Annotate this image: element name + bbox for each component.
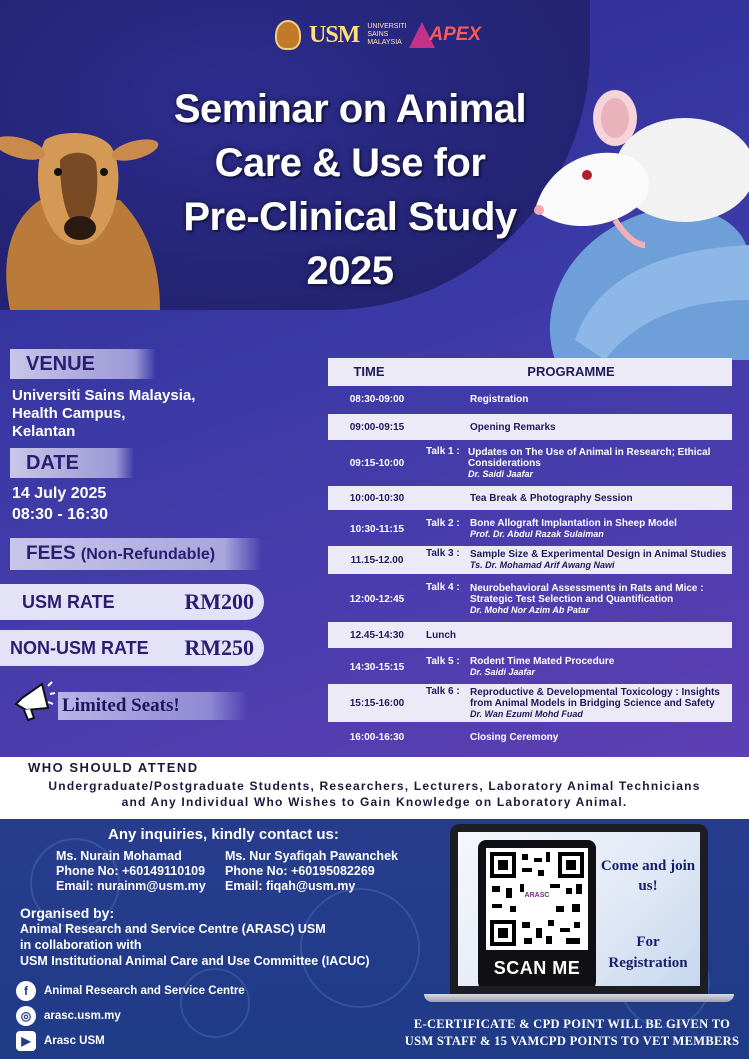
ecert-line-2: USM STAFF & 15 VAMCPD POINTS TO VET MEMBERS	[404, 1034, 740, 1048]
row-talk	[426, 390, 470, 392]
row-time: 16:00-16:30	[349, 731, 405, 743]
non-usm-rate-label: NON-USM RATE	[10, 637, 149, 658]
ecert-line-1: E-CERTIFICATE & CPD POINT WILL BE GIVEN TO	[413, 1017, 731, 1031]
contact-1-email[interactable]: Email: nurainm@usm.my	[56, 879, 206, 893]
e-certificate-notice	[400, 1016, 744, 1050]
schedule-row	[328, 580, 732, 618]
row-talk: Talk 1 :	[426, 446, 460, 457]
social-youtube[interactable]	[16, 1031, 105, 1051]
row-title: Bone Allograft Implantation in Sheep Model	[470, 518, 677, 529]
schedule-header	[328, 358, 732, 386]
row-time: 11.15-12.00	[350, 554, 404, 566]
arasc-logo: ARASC	[524, 892, 550, 899]
row-title: Rodent Time Mated Procedure	[470, 656, 615, 667]
contact-2-phone[interactable]: Phone No: +60195082269	[225, 864, 375, 878]
row-talk: Talk 2 :	[426, 518, 460, 529]
venue-line-2: Health Campus,	[12, 405, 126, 422]
row-time: 09:00-09:15	[349, 421, 405, 433]
youtube-label: Arasc USM	[44, 1035, 105, 1047]
row-time: 14:30-15:15	[349, 661, 405, 673]
row-talk: Talk 5 :	[426, 656, 460, 667]
row-title: Neurobehavioral Assessments in Rats and Mice : Strategic Test Selection and Quantification	[470, 582, 704, 605]
row-time: 15:15-16:00	[349, 697, 405, 709]
venue-label: VENUE	[10, 349, 156, 379]
row-talk: Talk 3 :	[426, 548, 460, 559]
megaphone-icon	[12, 678, 56, 722]
row-time: 08:30-09:00	[349, 393, 405, 405]
schedule-row	[328, 654, 732, 680]
registration-qr-code[interactable]	[486, 848, 588, 950]
venue-line-3: Kelantan	[12, 423, 76, 440]
usm-rate	[0, 584, 264, 620]
row-title: Reproductive & Developmental Toxicology : Insights from Animal Models in Bridging Science and Safety	[470, 686, 720, 709]
contact-2-name: Ms. Nur Syafiqah Pawanchek	[225, 849, 398, 863]
row-speaker: Dr. Wan Ezumi Mohd Fuad	[470, 708, 583, 719]
logo-row	[275, 18, 481, 52]
facebook-label: Animal Research and Service Centre	[44, 985, 245, 997]
non-usm-rate	[0, 630, 264, 666]
row-talk: Talk 4 :	[426, 582, 460, 593]
fees-note: (Non-Refundable)	[80, 546, 216, 563]
row-time: 10:30-11:15	[350, 523, 404, 535]
date-time: 08:30 - 16:30	[12, 506, 109, 523]
contact-2-email[interactable]: Email: fiqah@usm.my	[225, 879, 356, 893]
row-title: Opening Remarks	[470, 421, 556, 433]
laptop-frame	[450, 824, 708, 994]
row-speaker: Ts. Dr. Mohamad Arif Awang Nawi	[470, 560, 615, 570]
usm-rate-label: USM RATE	[22, 591, 115, 612]
date-info	[12, 483, 108, 525]
row-time: 10:00-10:30	[349, 492, 405, 504]
row-title: Registration	[470, 393, 529, 405]
venue-line-1: Universiti Sains Malaysia,	[12, 387, 196, 404]
row-speaker: Dr. Saidi Jaafar	[470, 667, 536, 677]
who-should-attend-text	[6, 778, 743, 810]
venue-info	[12, 387, 195, 441]
non-usm-rate-price: RM250	[184, 635, 254, 660]
qr-card[interactable]	[478, 840, 596, 986]
facebook-icon: f	[16, 981, 36, 1001]
laptop-screen	[458, 832, 700, 986]
row-talk: Talk 6 :	[426, 686, 460, 697]
social-facebook[interactable]	[16, 981, 245, 1001]
schedule-row	[328, 444, 732, 482]
organiser-block	[20, 905, 370, 969]
fees-label-text: FEES	[26, 543, 76, 564]
title-line-2: Care & Use for	[214, 141, 486, 185]
schedule-row	[328, 546, 732, 574]
contact-1	[56, 849, 206, 894]
title-line-1: Seminar on Animal	[173, 87, 527, 131]
row-talk	[426, 414, 470, 416]
limited-seats-banner: Limited Seats!	[58, 692, 248, 720]
row-speaker: Dr. Saidi Jaafar	[468, 468, 534, 479]
globe-icon: ◎	[16, 1006, 36, 1026]
who-line-2: and Any Individual Who Wishes to Gain Knowledge on Laboratory Animal.	[121, 795, 628, 809]
row-content	[470, 518, 732, 540]
row-content	[470, 656, 732, 678]
seminar-title	[120, 82, 580, 298]
row-content	[470, 549, 732, 571]
title-line-3: Pre-Clinical Study	[183, 195, 517, 239]
web-label: arasc.usm.my	[44, 1010, 121, 1022]
contact-1-name: Ms. Nurain Mohamad	[56, 849, 182, 863]
row-content	[470, 583, 732, 616]
row-time: 12:00-12:45	[349, 593, 405, 605]
usm-rate-price: RM200	[184, 589, 254, 614]
scan-me-label: SCAN ME	[493, 958, 581, 978]
row-content	[470, 687, 732, 720]
schedule-row	[328, 486, 732, 510]
schedule-row	[328, 414, 732, 440]
schedule-row	[328, 516, 732, 542]
usm-logo-subtitle: UNIVERSITI SAINS MALAYSIA	[367, 23, 407, 46]
schedule-row	[328, 728, 732, 746]
apex-logo: APEX	[429, 24, 482, 45]
schedule-row	[328, 622, 732, 648]
row-speaker: Prof. Dr. Abdul Razak Sulaiman	[470, 529, 604, 539]
row-time: 12.45-14:30	[350, 629, 404, 641]
contact-1-phone[interactable]: Phone No: +60149110109	[56, 864, 206, 878]
row-talk	[426, 486, 470, 488]
row-content	[468, 447, 732, 480]
schedule-time-header: TIME	[353, 364, 385, 379]
date-day: 14 July 2025	[12, 485, 107, 502]
usm-logo: USM	[309, 21, 360, 48]
youtube-icon: ▶	[16, 1031, 36, 1051]
contact-2	[225, 849, 398, 894]
laptop-base	[424, 994, 734, 1002]
schedule-row	[328, 684, 732, 722]
organiser-title: Organised by:	[20, 905, 115, 921]
row-speaker: Dr. Mohd Nor Azim Ab Patar	[470, 604, 590, 615]
row-title: Closing Ceremony	[470, 731, 559, 743]
row-time: 09:15-10:00	[349, 457, 405, 469]
row-title: Lunch	[426, 629, 456, 641]
schedule-programme-header: PROGRAMME	[527, 364, 615, 379]
for-registration-text: For Registration	[608, 934, 688, 971]
schedule-row	[328, 390, 732, 408]
row-title: Sample Size & Experimental Design in Animal Studies	[470, 549, 727, 560]
date-label: DATE	[10, 448, 134, 478]
inquiries-title: Any inquiries, kindly contact us:	[108, 826, 339, 843]
row-title: Tea Break & Photography Session	[470, 492, 633, 504]
row-talk	[426, 622, 470, 624]
who-line-1: Undergraduate/Postgraduate Students, Researchers, Lecturers, Laboratory Animal Technicians	[48, 779, 701, 793]
organiser-line-3: USM Institutional Animal Care and Use Committee (IACUC)	[20, 954, 370, 968]
organiser-line-1: Animal Research and Service Centre (ARASC) USM	[20, 922, 326, 936]
row-talk	[426, 728, 470, 730]
fees-label	[10, 538, 262, 570]
usm-crest-icon	[275, 20, 301, 50]
title-line-4: 2025	[306, 249, 394, 293]
organiser-line-2: in collaboration with	[20, 938, 142, 952]
come-and-join-text: Come and join us!	[600, 858, 696, 894]
row-title: Updates on The Use of Animal in Research; Ethical Considerations	[468, 446, 711, 469]
social-web[interactable]	[16, 1006, 121, 1026]
who-should-attend-title: WHO SHOULD ATTEND	[28, 760, 199, 775]
